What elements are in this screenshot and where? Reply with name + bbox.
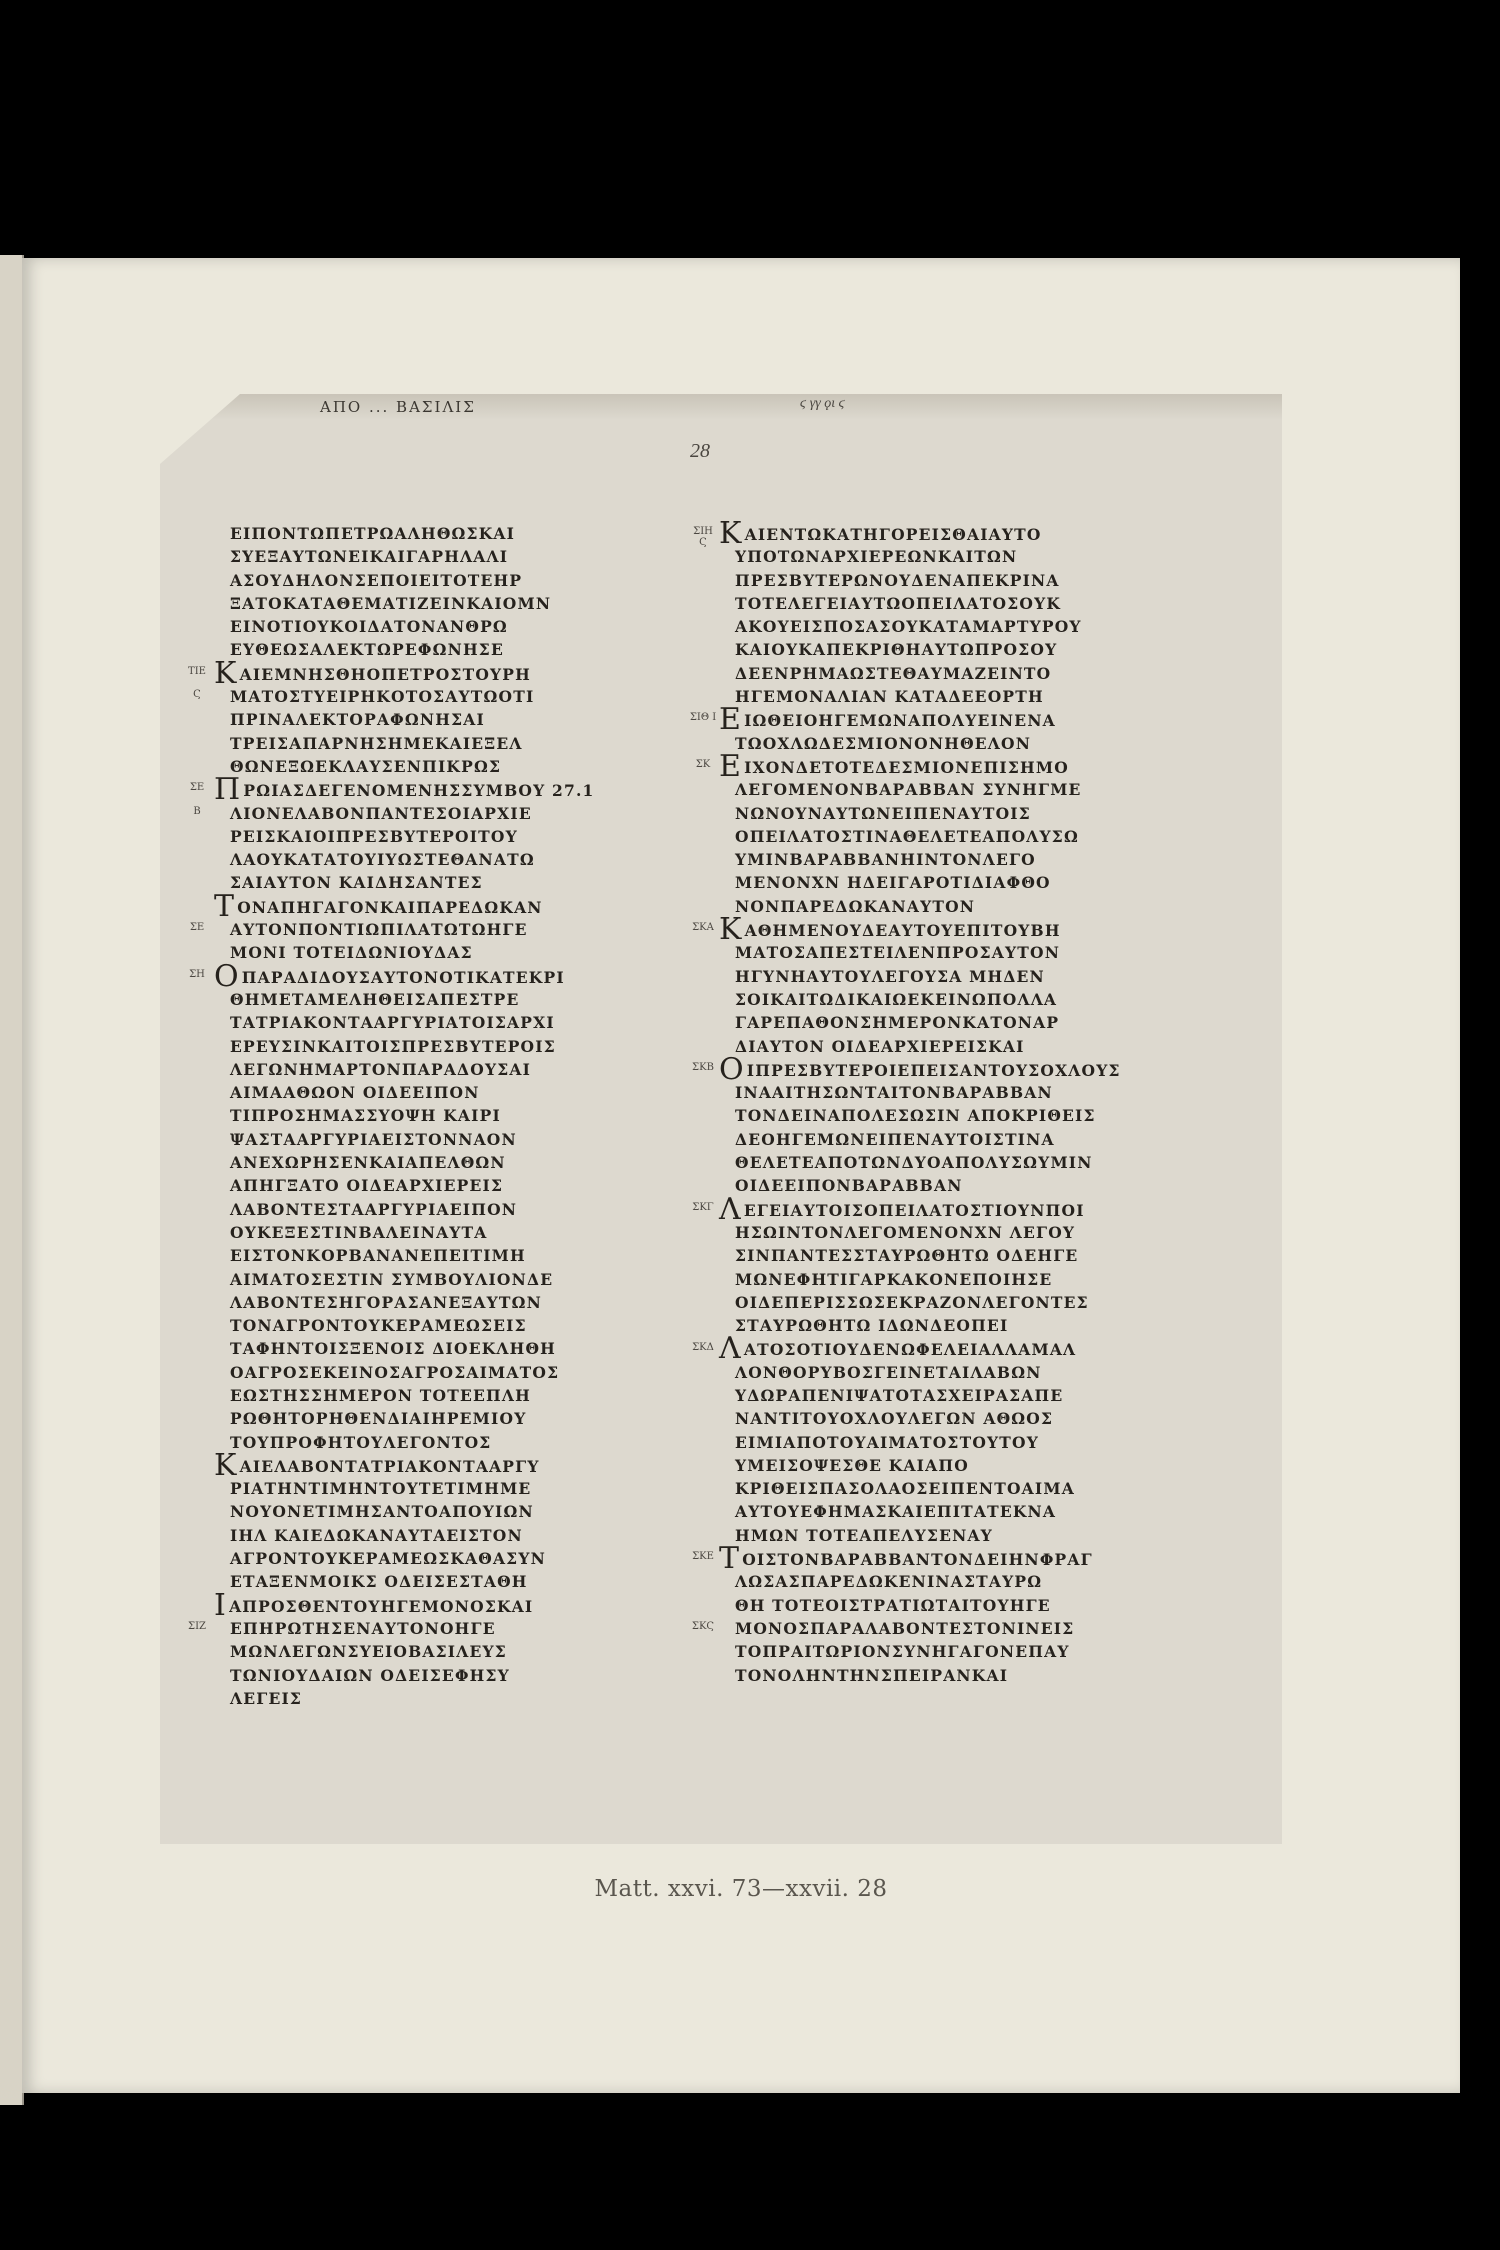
right-column-line-text: ΗΓΥΝΗΑΥΤΟΥΛΕΓΟΥΣΑ ΜΗΔΕΝ	[735, 966, 1045, 986]
left-column-line	[230, 1198, 650, 1221]
left-column-line-text: ΕΙΠΟΝΤΩΠΕΤΡΩΑΛΗΘΩΣΚΑΙ	[230, 524, 516, 543]
left-column-line	[230, 802, 650, 825]
left-column-line-text: ΑΓΡΟΝΤΟΥΚΕΡΑΜΕΩΣΚΑΘΑΣΥΝ	[230, 1549, 546, 1569]
right-column-line-text: ΑΙΕΝΤΩΚΑΤΗΓΟΡΕΙΣΘΑΙΑΥΤΟ	[744, 525, 1042, 544]
left-column-line	[230, 1174, 650, 1197]
right-column-line	[735, 1361, 1155, 1384]
left-column-line	[230, 1664, 650, 1687]
left-column-line	[230, 1477, 650, 1500]
right-column-line-text: ΚΡΙΘΕΙΣΠΑΣΟΛΑΟΣΕΙΠΕΝΤΟΑΙΜΑ	[735, 1479, 1075, 1499]
right-column-line-text: ΛΟΝΘΟΡΥΒΟΣΓΕΙΝΕΤΑΙΛΑΒΩΝ	[735, 1362, 1042, 1382]
right-column-line-text: ΔΕΕΝΡΗΜΑΩΣΤΕΘΑΥΜΑΖΕΙΝΤΟ	[735, 663, 1052, 683]
left-column-line	[230, 755, 650, 778]
plate-top-strip	[160, 394, 1282, 420]
margin-section-number: ΣΚΔ	[692, 1341, 714, 1353]
right-column-line-text: ΤΩΟΧΛΩΔΕΣΜΙΟΝΟΝΗΘΕΛΟΝ	[735, 733, 1032, 753]
left-column-line-text: ΝΟΥΟΝΕΤΙΜΗΣΑΝΤΟΑΠΟΥΙΩΝ	[230, 1502, 534, 1522]
left-column-line	[230, 1524, 650, 1547]
left-column-line-text: ΟΑΓΡΟΣΕΚΕΙΝΟΣΑΓΡΟΣΑΙΜΑΤΟΣ	[230, 1362, 560, 1382]
right-column-line	[735, 615, 1155, 638]
left-column-line-text: ΑΣΟΥΔΗΛΟΝΣΕΠΟΙΕΙΤΟΤΕΗΡ	[230, 570, 523, 590]
right-column-line	[735, 825, 1155, 848]
left-column-line	[230, 1244, 650, 1267]
right-column-line	[735, 1617, 1155, 1640]
top-right-mark: ϛ γγ ϙι ϛ	[800, 396, 845, 411]
left-column-line-text: ΛΕΓΕΙΣ	[230, 1688, 303, 1708]
right-column-line	[735, 1454, 1155, 1477]
left-column-line	[230, 871, 650, 894]
left-column-line-text: ΤΑΦΗΝΤΟΙΣΞΕΝΟΙΣ ΔΙΟΕΚΛΗΘΗ	[230, 1339, 556, 1359]
left-column-line-text: ΑΥΤΟΝΠΟΝΤΙΩΠΙΛΑΤΩΤΩΗΓΕ	[230, 920, 528, 940]
left-column-line	[230, 1058, 650, 1081]
left-column-line-text: ΡΩΙΑΣΔΕΓΕΝΟΜΕΝΗΣΣΥΜΒΟΥ 27.1	[243, 781, 595, 801]
right-column-line-text: ΜΩΝΕΦΗΤΙΓΑΡΚΑΚΟΝΕΠΟΙΗΣΕ	[735, 1269, 1053, 1289]
right-column-line	[735, 965, 1155, 988]
left-column-line	[230, 732, 650, 755]
right-column-line-text: ΟΙΔΕΕΙΠΟΝΒΑΡΑΒΒΑΝ	[735, 1176, 963, 1196]
right-column-line	[735, 685, 1155, 708]
left-column-line-text: ΤΟΝΑΓΡΟΝΤΟΥΚΕΡΑΜΕΩΣΕΙΣ	[230, 1316, 527, 1336]
right-column-line-text: ΘΕΛΕΤΕΑΠΟΤΩΝΔΥΟΑΠΟΛΥΣΩΥΜΙΝ	[735, 1153, 1093, 1173]
right-column-line	[735, 1268, 1155, 1291]
right-column-line-text: ΣΟΙΚΑΙΤΩΔΙΚΑΙΩΕΚΕΙΝΩΠΟΛΛΑ	[735, 989, 1058, 1009]
right-column-line-text: ΓΑΡΕΠΑΘΟΝΣΗΜΕΡΟΝΚΑΤΟΝΑΡ	[735, 1013, 1060, 1033]
right-column-line-text: ΑΘΗΜΕΝΟΥΔΕΑΥΤΟΥΕΠΙΤΟΥΒΗ	[744, 921, 1061, 941]
right-column-line	[735, 1104, 1155, 1127]
right-column-line	[735, 569, 1155, 592]
right-column-line-text: ΔΕΟΗΓΕΜΩΝΕΙΠΕΝΑΥΤΟΙΣΤΙΝΑ	[735, 1129, 1055, 1149]
right-column-initial-letter: Ο	[719, 1051, 745, 1087]
margin-section-number: ΣΗ	[189, 968, 205, 980]
left-column-line-text: ΕΙΣΤΟΝΚΟΡΒΑΝΑΝΕΠΕΙΤΙΜΗ	[230, 1246, 526, 1266]
left-column-line-text: ΡΩΘΗΤΟΡΗΘΕΝΔΙΑΙΗΡΕΜΙΟΥ	[230, 1409, 527, 1429]
right-column-initial-letter: Τ	[719, 1541, 741, 1577]
right-column-line	[735, 1011, 1155, 1034]
left-column-line-text: ΟΝΑΠΗΓΑΓΟΝΚΑΙΠΑΡΕΔΩΚΑΝ	[237, 897, 543, 917]
left-column-line-text: ΡΙΑΤΗΝΤΙΜΗΝΤΟΥΤΕΤΙΜΗΜΕ	[230, 1479, 532, 1499]
right-column-line	[719, 702, 1155, 738]
right-column-line	[735, 545, 1155, 568]
left-column-line-text: ΑΠΗΓΞΑΤΟ ΟΙΔΕΑΡΧΙΕΡΕΙΣ	[230, 1176, 504, 1196]
right-column-line-text: ΑΥΤΟΥΕΦΗΜΑΣΚΑΙΕΠΙΤΑΤΕΚΝΑ	[735, 1502, 1057, 1522]
left-column-line	[230, 1291, 650, 1314]
left-column-initial-letter: Κ	[214, 1447, 238, 1483]
right-column-line	[735, 1244, 1155, 1267]
left-column-line-text: ΣΥΕΞΑΥΤΩΝΕΙΚΑΙΓΑΡΗΛΑΛΙ	[230, 547, 509, 567]
right-column-line-text: ΜΑΤΟΣΑΠΕΣΤΕΙΛΕΝΠΡΟΣΑΥΤΟΝ	[735, 943, 1061, 963]
right-column-line-text: ΝΩΝΟΥΝΑΥΤΩΝΕΙΠΕΝΑΥΤΟΙΣ	[735, 803, 1031, 823]
right-column-line	[735, 871, 1155, 894]
left-column-line-text: ΨΑΣΤΑΑΡΓΥΡΙΑΕΙΣΤΟΝΝΑΟΝ	[230, 1129, 517, 1149]
left-column-line-text: ΙΗΛ ΚΑΙΕΔΩΚΑΝΑΥΤΑΕΙΣΤΟΝ	[230, 1525, 523, 1545]
left-column-line	[230, 941, 650, 964]
right-column-line	[719, 1331, 1155, 1367]
right-column-line-text: ΝΑΝΤΙΤΟΥΟΧΛΟΥΛΕΓΩΝ ΑΘΩΟΣ	[735, 1409, 1054, 1429]
left-column-line	[230, 1617, 650, 1640]
right-column-line	[735, 1291, 1155, 1314]
left-column-line	[230, 638, 650, 661]
right-text-column	[719, 516, 1155, 1687]
right-column-line-text: ΤΟΠΡΑΙΤΩΡΙΟΝΣΥΝΗΓΑΓΟΝΕΠΑΥ	[735, 1642, 1070, 1662]
left-column-line	[214, 655, 650, 691]
right-column-line-text: ΙΧΟΝΔΕΤΟΤΕΔΕΣΜΙΟΝΕΠΙΣΗΜΟ	[744, 757, 1069, 777]
left-column-line-text: ΜΑΤΟΣΤΥΕΙΡΗΚΟΤΟΣΑΥΤΩΟΤΙ	[230, 687, 535, 707]
right-column-line-text: ΗΣΩΙΝΤΟΝΛΕΓΟΜΕΝΟΝΧΝ ΛΕΓΟΥ	[735, 1222, 1076, 1242]
left-column-line-text: ΡΕΙΣΚΑΙΟΙΠΡΕΣΒΥΤΕΡΟΙΤΟΥ	[230, 826, 518, 846]
left-column-initial-letter: Ι	[214, 1587, 228, 1623]
left-column-line-text: ΕΥΘΕΩΣΑΛΕΚΤΩΡΕΦΩΝΗΣΕ	[230, 640, 504, 660]
right-column-line-text: ΤΟΝΔΕΙΝΑΠΟΛΕΣΩΣΙΝ ΑΠΟΚΡΙΘΕΙΣ	[735, 1106, 1096, 1126]
right-column-initial-letter: Κ	[719, 516, 743, 551]
left-column-line	[230, 1268, 650, 1291]
left-column-line-text: ΟΥΚΕΞΕΣΤΙΝΒΑΛΕΙΝΑΥΤΑ	[230, 1222, 488, 1242]
left-column-line	[214, 888, 650, 924]
left-column-initial-letter: Π	[214, 772, 242, 808]
right-column-line-text: ΑΤΟΣΟΤΙΟΥΔΕΝΩΦΕΛΕΙΑΛΛΑΜΑΛ	[743, 1340, 1077, 1360]
right-column-line	[735, 1524, 1155, 1547]
margin-section-number: ΣΙΘ Ι	[689, 712, 717, 724]
left-column-line-text: ΜΩΝΛΕΓΩΝΣΥΕΙΟΒΑΣΙΛΕΥΣ	[230, 1642, 507, 1662]
left-column-line	[230, 1314, 650, 1337]
left-column-line-text: ΣΑΙΑΥΤΟΝ ΚΑΙΔΗΣΑΝΤΕΣ	[230, 873, 483, 893]
right-column-line-text: ΤΟΤΕΛΕΓΕΙΑΥΤΩΟΠΕΙΛΑΤΟΣΟΥΚ	[735, 593, 1062, 613]
left-column-line-text: ΛΑΟΥΚΑΤΑΤΟΥΙΥΩΣΤΕΘΑΝΑΤΩ	[230, 850, 535, 870]
left-column-line-text: ΛΕΓΩΝΗΜΑΡΤΟΝΠΑΡΑΔΟΥΣΑΙ	[230, 1059, 532, 1079]
right-column-line	[735, 1407, 1155, 1430]
right-column-line-text: ΥΜΙΝΒΑΡΑΒΒΑΝΗΙΝΤΟΝΛΕΓΟ	[735, 850, 1036, 870]
left-column-line-text: ΛΙΟΝΕΛΑΒΟΝΠΑΝΤΕΣΟΙΑΡΧΙΕ	[230, 803, 532, 823]
right-column-line-text: ΚΑΙΟΥΚΑΠΕΚΡΙΘΗΑΥΤΩΠΡΟΣΟΥ	[735, 640, 1058, 660]
left-column-line	[230, 685, 650, 708]
right-column-line-text: ΟΙΣΤΟΝΒΑΡΑΒΒΑΝΤΟΝΔΕΙΗΝΦΡΑΓ	[742, 1550, 1093, 1570]
left-column-line	[230, 988, 650, 1011]
left-column-line-text: ΤΑΤΡΙΑΚΟΝΤΑΑΡΓΥΡΙΑΤΟΙΣΑΡΧΙ	[230, 1013, 555, 1033]
right-column-line-text: ΛΕΓΟΜΕΝΟΝΒΑΡΑΒΒΑΝ ΣΥΝΗΓΜΕ	[735, 780, 1082, 800]
right-column-line	[735, 1128, 1155, 1151]
right-column-line-text: ΕΙΜΙΑΠΟΤΟΥΑΙΜΑΤΟΣΤΟΥΤΟΥ	[735, 1432, 1039, 1452]
margin-section-number: ΣΚϚ	[691, 1621, 715, 1633]
right-column-line-text: ΙΩΘΕΙΟΗΓΕΜΩΝΑΠΟΛΥΕΙΝΕΝΑ	[744, 711, 1056, 731]
right-column-line-text: ΔΙΑΥΤΟΝ ΟΙΔΕΑΡΧΙΕΡΕΙΣΚΑΙ	[735, 1036, 1025, 1056]
right-column-line	[719, 516, 1155, 551]
plate-caption: Matt. xxvi. 73—xxvii. 28	[594, 1876, 888, 1902]
right-column-line	[735, 592, 1155, 615]
right-column-line-text: ΣΙΝΠΑΝΤΕΣΣΤΑΥΡΩΘΗΤΩ ΟΔΕΗΓΕ	[735, 1246, 1079, 1266]
right-column-line	[735, 1174, 1155, 1197]
right-column-line-text: ΑΚΟΥΕΙΣΠΟΣΑΣΟΥΚΑΤΑΜΑΡΤΥΡΟΥ	[735, 617, 1082, 637]
right-column-line-text: ΥΔΩΡΑΠΕΝΙΨΑΤΟΤΑΣΧΕΙΡΑΣΑΠΕ	[735, 1385, 1064, 1405]
facing-page-edge	[0, 255, 24, 2105]
right-column-initial-letter: Λ	[719, 1331, 742, 1367]
left-column-line	[230, 918, 650, 941]
right-column-line	[735, 638, 1155, 661]
left-column-line-text: ΑΠΡΟΣΘΕΝΤΟΥΗΓΕΜΟΝΟΣΚΑΙ	[229, 1596, 534, 1616]
left-column-line	[230, 848, 650, 871]
left-column-line-text: ΕΡΕΥΣΙΝΚΑΙΤΟΙΣΠΡΕΣΒΥΤΕΡΟΙΣ	[230, 1036, 556, 1056]
right-column-line-text: ΟΠΕΙΛΑΤΟΣΤΙΝΑΘΕΛΕΤΕΑΠΟΛΥΣΩ	[735, 826, 1079, 846]
right-column-line-text: ΜΕΝΟΝΧΝ ΗΔΕΙΓΑΡΟΤΙΔΙΑΦΘΟ	[735, 873, 1051, 893]
left-column-line-text: ΑΙΕΛΑΒΟΝΤΑΤΡΙΑΚΟΝΤΑΑΡΓΥ	[239, 1456, 540, 1476]
right-column-line-text: ΥΜΕΙΣΟΨΕΣΘΕ ΚΑΙΑΠΟ	[735, 1455, 969, 1475]
right-column-line	[735, 848, 1155, 871]
top-strip-text: ΑΠΟ ... ΒΑΣΙΛΙΣ	[320, 398, 476, 416]
left-column-line-text: ΠΡΙΝΑΛΕΚΤΟΡΑΦΩΝΗΣΑΙ	[230, 710, 485, 730]
left-column-line-text: ΑΝΕΧΩΡΗΣΕΝΚΑΙΑΠΕΛΘΩΝ	[230, 1153, 506, 1173]
margin-section-number: ΣΕ	[189, 782, 205, 794]
right-column-line	[735, 802, 1155, 825]
margin-section-number: ΤΙΕ	[188, 665, 206, 677]
left-column-initial-letter: Ο	[214, 958, 240, 994]
margin-section-number: ΣΚΑ	[692, 922, 714, 934]
left-text-column	[214, 522, 650, 1710]
left-column-line	[230, 825, 650, 848]
left-column-line	[214, 772, 650, 808]
margin-section-number: ΣΙΗ Ϛ	[693, 526, 713, 548]
left-column-line-text: ΛΑΒΟΝΤΕΣΤΑΑΡΓΥΡΙΑΕΙΠΟΝ	[230, 1199, 518, 1219]
right-column-line	[735, 778, 1155, 801]
right-column-line	[719, 1541, 1155, 1577]
left-column-line	[230, 1221, 650, 1244]
right-column-line	[735, 895, 1155, 918]
folio-number: 28	[690, 440, 710, 462]
left-column-line	[230, 1104, 650, 1127]
right-column-line-text: ΜΟΝΟΣΠΑΡΑΛΑΒΟΝΤΕΣΤΟΝΙΝΕΙΣ	[735, 1618, 1075, 1638]
left-column-line-text: ΑΙΜΑΑΘΩΟΝ ΟΙΔΕΕΙΠΟΝ	[230, 1083, 480, 1103]
left-column-line	[230, 592, 650, 615]
right-column-line-text: ΕΓΕΙΑΥΤΟΙΣΟΠΕΙΛΑΤΟΣΤΙΟΥΝΠΟΙ	[743, 1200, 1085, 1220]
left-column-line	[230, 1500, 650, 1523]
left-column-line-text: ΘΗΜΕΤΑΜΕΛΗΘΕΙΣΑΠΕΣΤΡΕ	[230, 989, 520, 1009]
right-column-line	[735, 1594, 1155, 1617]
margin-section-number: Β	[193, 805, 201, 817]
left-column-line-text: ΤΟΥΠΡΟΦΗΤΟΥΛΕΓΟΝΤΟΣ	[230, 1432, 492, 1452]
right-column-line-text: ΤΟΝΟΛΗΝΤΗΝΣΠΕΙΡΑΝΚΑΙ	[735, 1665, 1009, 1685]
right-column-line	[735, 1570, 1155, 1593]
right-column-line	[735, 1477, 1155, 1500]
left-column-line	[230, 708, 650, 731]
right-column-initial-letter: Ε	[719, 702, 743, 738]
manuscript-plate	[160, 394, 1282, 1844]
left-column-line	[230, 615, 650, 638]
left-column-line	[230, 1128, 650, 1151]
right-column-line	[735, 662, 1155, 685]
margin-section-number: ΣΚΒ	[692, 1061, 714, 1073]
left-column-line	[230, 1640, 650, 1663]
left-column-line	[230, 1407, 650, 1430]
left-column-line-text: ΕΙΝΟΤΙΟΥΚΟΙΔΑΤΟΝΑΝΘΡΩ	[230, 617, 508, 637]
left-column-line-text: ΘΩΝΕΞΩΕΚΛΑΥΣΕΝΠΙΚΡΩΣ	[230, 756, 502, 776]
right-column-line	[735, 732, 1155, 755]
left-column-initial-letter: Κ	[214, 655, 238, 691]
left-column-line	[230, 522, 650, 545]
margin-section-number: ΣΚ	[695, 759, 711, 770]
left-column-line	[230, 1570, 650, 1593]
right-column-line-text: ΘΗ ΤΟΤΕΟΙΣΤΡΑΤΙΩΤΑΙΤΟΥΗΓΕ	[735, 1595, 1051, 1615]
right-column-line	[735, 1384, 1155, 1407]
right-column-line	[735, 941, 1155, 964]
right-column-line	[719, 748, 1155, 784]
left-column-line	[230, 1151, 650, 1174]
right-column-line-text: ΙΠΡΕΣΒΥΤΕΡΟΙΕΠΕΙΣΑΝΤΟΥΣΟΧΛΟΥΣ	[746, 1060, 1121, 1080]
right-column-initial-letter: Κ	[719, 912, 743, 948]
left-column-line-text: ΑΙΕΜΝΗΣΘΗΟΠΕΤΡΟΣΤΟΥΡΗ	[239, 664, 531, 684]
left-column-line	[230, 569, 650, 592]
left-column-line	[230, 1547, 650, 1570]
left-column-line	[230, 1337, 650, 1360]
right-column-line-text: ΙΝΑΑΙΤΗΣΩΝΤΑΙΤΟΝΒΑΡΑΒΒΑΝ	[735, 1083, 1053, 1103]
right-column-line	[735, 1431, 1155, 1454]
left-column-line-text: ΞΑΤΟΚΑΤΑΘΕΜΑΤΙΖΕΙΝΚΑΙΟΜΝ	[230, 593, 552, 613]
right-column-line-text: ΠΡΕΣΒΥΤΕΡΩΝΟΥΔΕΝΑΠΕΚΡΙΝΑ	[735, 570, 1060, 590]
left-column-line-text: ΑΙΜΑΤΟΣΕΣΤΙΝ ΣΥΜΒΟΥΛΙΟΝΔΕ	[230, 1269, 554, 1289]
left-column-line	[230, 1384, 650, 1407]
right-column-line-text: ΟΙΔΕΠΕΡΙΣΣΩΣΕΚΡΑΖΟΝΛΕΓΟΝΤΕΣ	[735, 1292, 1089, 1312]
left-column-line	[230, 1081, 650, 1104]
right-column-line	[735, 1221, 1155, 1244]
right-column-line	[735, 1035, 1155, 1058]
margin-section-number: ΣΙΖ	[188, 1621, 206, 1633]
left-column-line-text: ΤΡΕΙΣΑΠΑΡΝΗΣΗΜΕΚΑΙΕΞΕΛ	[230, 733, 523, 753]
left-column-line-text: ΤΩΝΙΟΥΔΑΙΩΝ ΟΔΕΙΣΕΦΗΣΥ	[230, 1665, 510, 1685]
right-column-line	[735, 1081, 1155, 1104]
right-column-line-text: ΛΩΣΑΣΠΑΡΕΔΩΚΕΝΙΝΑΣΤΑΥΡΩ	[735, 1572, 1043, 1592]
left-column-line-text: ΠΑΡΑΔΙΔΟΥΣΑΥΤΟΝΟΤΙΚΑΤΕΚΡΙ	[241, 967, 565, 987]
left-column-line	[230, 1361, 650, 1384]
left-column-line	[230, 545, 650, 568]
right-column-line	[719, 1051, 1155, 1087]
left-column-line	[214, 1587, 650, 1623]
left-column-line-text: ΕΤΑΞΕΝΜΟΙΚΣ ΟΔΕΙΣΕΣΤΑΘΗ	[230, 1572, 528, 1592]
right-column-line-text: ΗΜΩΝ ΤΟΤΕΑΠΕΛΥΣΕΝΑΥ	[735, 1525, 993, 1545]
left-column-line-text: ΜΟΝΙ ΤΟΤΕΙΔΩΝΙΟΥΔΑΣ	[230, 943, 473, 963]
left-column-line	[230, 1431, 650, 1454]
left-column-line-text: ΕΩΣΤΗΣΣΗΜΕΡΟΝ ΤΟΤΕΕΠΛΗ	[230, 1385, 531, 1405]
margin-section-number: ΣΚΕ	[692, 1551, 714, 1563]
left-column-line	[230, 1035, 650, 1058]
right-column-line	[735, 1664, 1155, 1687]
left-column-line	[214, 1447, 650, 1483]
right-column-line	[719, 912, 1155, 948]
right-column-line	[735, 1500, 1155, 1523]
margin-section-number: ΣΕ	[189, 922, 205, 934]
left-column-line-text: ΛΑΒΟΝΤΕΣΗΓΟΡΑΣΑΝΕΞΑΥΤΩΝ	[230, 1292, 543, 1312]
right-column-initial-letter: Λ	[719, 1191, 742, 1227]
left-column-line	[230, 1011, 650, 1034]
margin-section-number: Ϛ	[193, 689, 201, 701]
right-column-line-text: ΝΟΝΠΑΡΕΔΩΚΑΝΑΥΤΟΝ	[735, 896, 976, 916]
right-column-line-text: ΗΓΕΜΟΝΑΛΙΑΝ ΚΑΤΑΔΕΕΟΡΤΗ	[735, 687, 1044, 707]
margin-section-number: ΣΚΓ	[692, 1201, 714, 1213]
right-column-line-text: ΥΠΟΤΩΝΑΡΧΙΕΡΕΩΝΚΑΙΤΩΝ	[735, 547, 1018, 567]
right-column-initial-letter: Ε	[719, 748, 743, 784]
left-column-line	[214, 958, 650, 994]
left-column-line	[230, 1687, 650, 1710]
right-column-line	[735, 1314, 1155, 1337]
right-column-line	[735, 1151, 1155, 1174]
plate-folded-corner	[160, 394, 240, 464]
right-column-line-text: ΣΤΑΥΡΩΘΗΤΩ ΙΔΩΝΔΕΟΠΕΙ	[735, 1316, 1009, 1336]
left-column-initial-letter: Τ	[214, 888, 236, 924]
book-page	[22, 258, 1460, 2093]
left-column-line-text: ΕΠΗΡΩΤΗΣΕΝΑΥΤΟΝΟΗΓΕ	[230, 1618, 496, 1638]
left-column-line-text: ΤΙΠΡΟΣΗΜΑΣΣΥΟΨΗ ΚΑΙΡΙ	[230, 1106, 501, 1126]
right-column-line	[719, 1191, 1155, 1227]
right-column-line	[735, 1640, 1155, 1663]
right-column-line	[735, 988, 1155, 1011]
